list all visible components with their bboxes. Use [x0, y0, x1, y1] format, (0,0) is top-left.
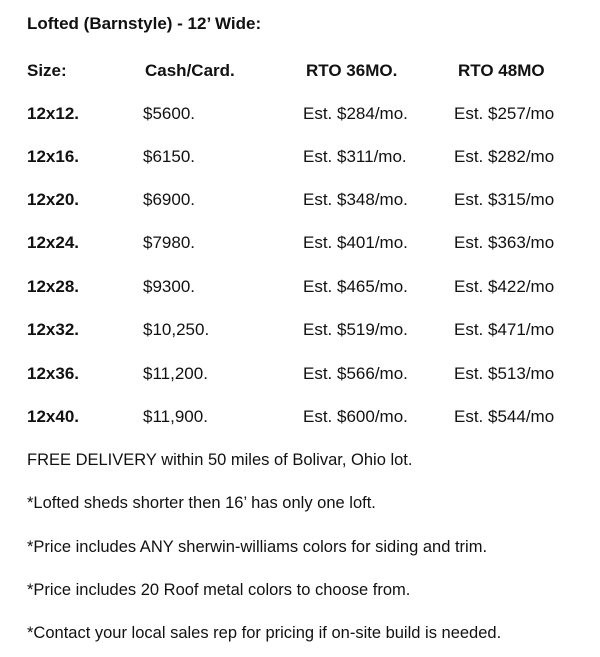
cell-cash: $10,250. — [143, 320, 210, 339]
cell-rto-36: Est. $600/mo. — [303, 407, 408, 426]
cell-size: 12x28. — [27, 277, 79, 296]
cell-rto-36: Est. $519/mo. — [303, 320, 408, 339]
cell-cash: $6150. — [143, 147, 195, 166]
note-onsite-build: *Contact your local sales rep for pricing if on-site build is needed. — [27, 624, 502, 642]
cell-rto-36: Est. $401/mo. — [303, 233, 408, 252]
cell-rto-48: Est. $544/mo — [454, 407, 555, 426]
table-row — [0, 104, 600, 130]
table-row — [0, 190, 600, 216]
note-roof-colors: *Price includes 20 Roof metal colors to choose from. — [27, 581, 411, 599]
cell-cash: $6900. — [143, 190, 195, 209]
cell-size: 12x24. — [27, 233, 79, 252]
header-size: Size: — [27, 61, 67, 80]
table-row — [0, 320, 600, 346]
cell-rto-48: Est. $315/mo — [454, 190, 555, 209]
cell-cash: $9300. — [143, 277, 195, 296]
cell-rto-48: Est. $363/mo — [454, 233, 555, 252]
header-cash-card: Cash/Card. — [145, 61, 235, 80]
table-row — [0, 407, 600, 433]
cell-size: 12x20. — [27, 190, 79, 209]
table-header — [0, 61, 600, 87]
cell-cash: $11,900. — [143, 407, 208, 426]
header-rto-48: RTO 48MO — [458, 61, 545, 80]
cell-rto-48: Est. $471/mo — [454, 320, 555, 339]
cell-size: 12x12. — [27, 104, 79, 123]
cell-rto-48: Est. $513/mo — [454, 364, 555, 383]
cell-rto-36: Est. $284/mo. — [303, 104, 408, 123]
table-row — [0, 147, 600, 173]
table-row — [0, 277, 600, 303]
cell-size: 12x32. — [27, 320, 79, 339]
cell-rto-36: Est. $348/mo. — [303, 190, 408, 209]
note-free-delivery: FREE DELIVERY within 50 miles of Bolivar, Ohio lot. — [27, 451, 413, 469]
cell-rto-48: Est. $422/mo — [454, 277, 555, 296]
cell-rto-36: Est. $311/mo. — [303, 147, 407, 166]
cell-cash: $7980. — [143, 233, 195, 252]
cell-size: 12x16. — [27, 147, 79, 166]
note-loft-count: *Lofted sheds shorter then 16’ has only one loft. — [27, 494, 376, 512]
cell-cash: $5600. — [143, 104, 195, 123]
cell-size: 12x40. — [27, 407, 79, 426]
note-paint-colors: *Price includes ANY sherwin-williams colors for siding and trim. — [27, 538, 488, 556]
cell-rto-36: Est. $465/mo. — [303, 277, 408, 296]
table-row — [0, 233, 600, 259]
cell-rto-48: Est. $257/mo — [454, 104, 555, 123]
table-row — [0, 364, 600, 390]
cell-cash: $11,200. — [143, 364, 208, 383]
header-rto-36: RTO 36MO. — [306, 61, 398, 80]
cell-rto-36: Est. $566/mo. — [303, 364, 408, 383]
cell-rto-48: Est. $282/mo — [454, 147, 555, 166]
page-title: Lofted (Barnstyle) - 12’ Wide: — [27, 14, 262, 33]
cell-size: 12x36. — [27, 364, 79, 383]
